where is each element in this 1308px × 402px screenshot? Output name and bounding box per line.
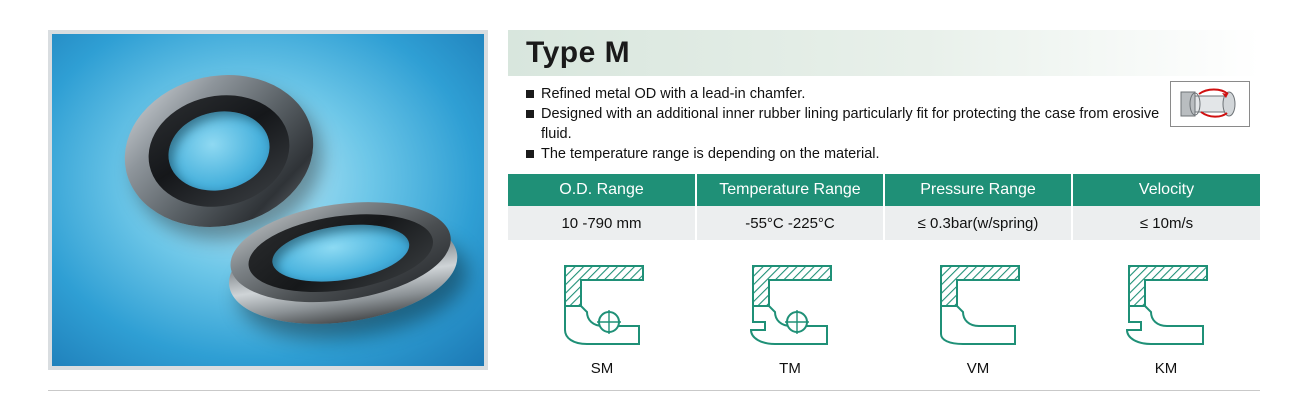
figure-label: KM [1154,360,1178,378]
list-item [526,85,1260,104]
figure-label: VM [966,360,990,378]
feature-text: Refined metal OD with a lead-in chamfer. [541,86,806,102]
product-photo-panel [48,30,488,370]
specification-table [508,174,1260,240]
seal-cross-section-tm-icon [735,260,845,352]
seal-cross-section-km-icon [1111,260,1221,352]
cell-od-range: 10 -790 mm [508,206,696,240]
feature-text: The temperature range is depending on the material. [541,145,880,162]
list-item [526,105,1260,144]
figure-label: TM [779,360,801,378]
column-header-velocity: Velocity [1072,174,1260,206]
seal-cross-section-vm-icon [923,260,1033,352]
column-header-pressure-range: Pressure Range [884,174,1072,206]
column-header-od-range: O.D. Range [508,174,696,206]
rotating-shaft-icon [1170,81,1250,127]
title-band [508,30,1260,76]
column-header-temperature-range: Temperature Range [696,174,884,206]
feature-text: Designed with an additional inner rubber lining particularly fit for protecting the case from erosive fluid. [541,106,1160,142]
table-row [508,206,1260,240]
square-bullet-icon [526,90,534,98]
seal-cross-section-sm-icon [547,260,657,352]
table-header-row [508,174,1260,206]
cross-section-figures [508,260,1260,377]
figure-sm [508,260,696,377]
figure-vm [884,260,1072,377]
page-title: Type M [526,36,631,69]
footer-divider [48,390,1260,391]
cell-pressure-range: ≤ 0.3bar(w/spring) [884,206,1072,240]
product-details [508,30,1260,377]
figure-label: SM [590,360,614,378]
product-photo [52,34,484,366]
figure-tm [696,260,884,377]
list-item [526,145,1260,164]
cell-velocity: ≤ 10m/s [1072,206,1260,240]
cell-temperature-range: -55°C -225°C [696,206,884,240]
square-bullet-icon [526,150,534,158]
figure-km [1072,260,1260,377]
square-bullet-icon [526,110,534,118]
feature-list [508,85,1260,164]
